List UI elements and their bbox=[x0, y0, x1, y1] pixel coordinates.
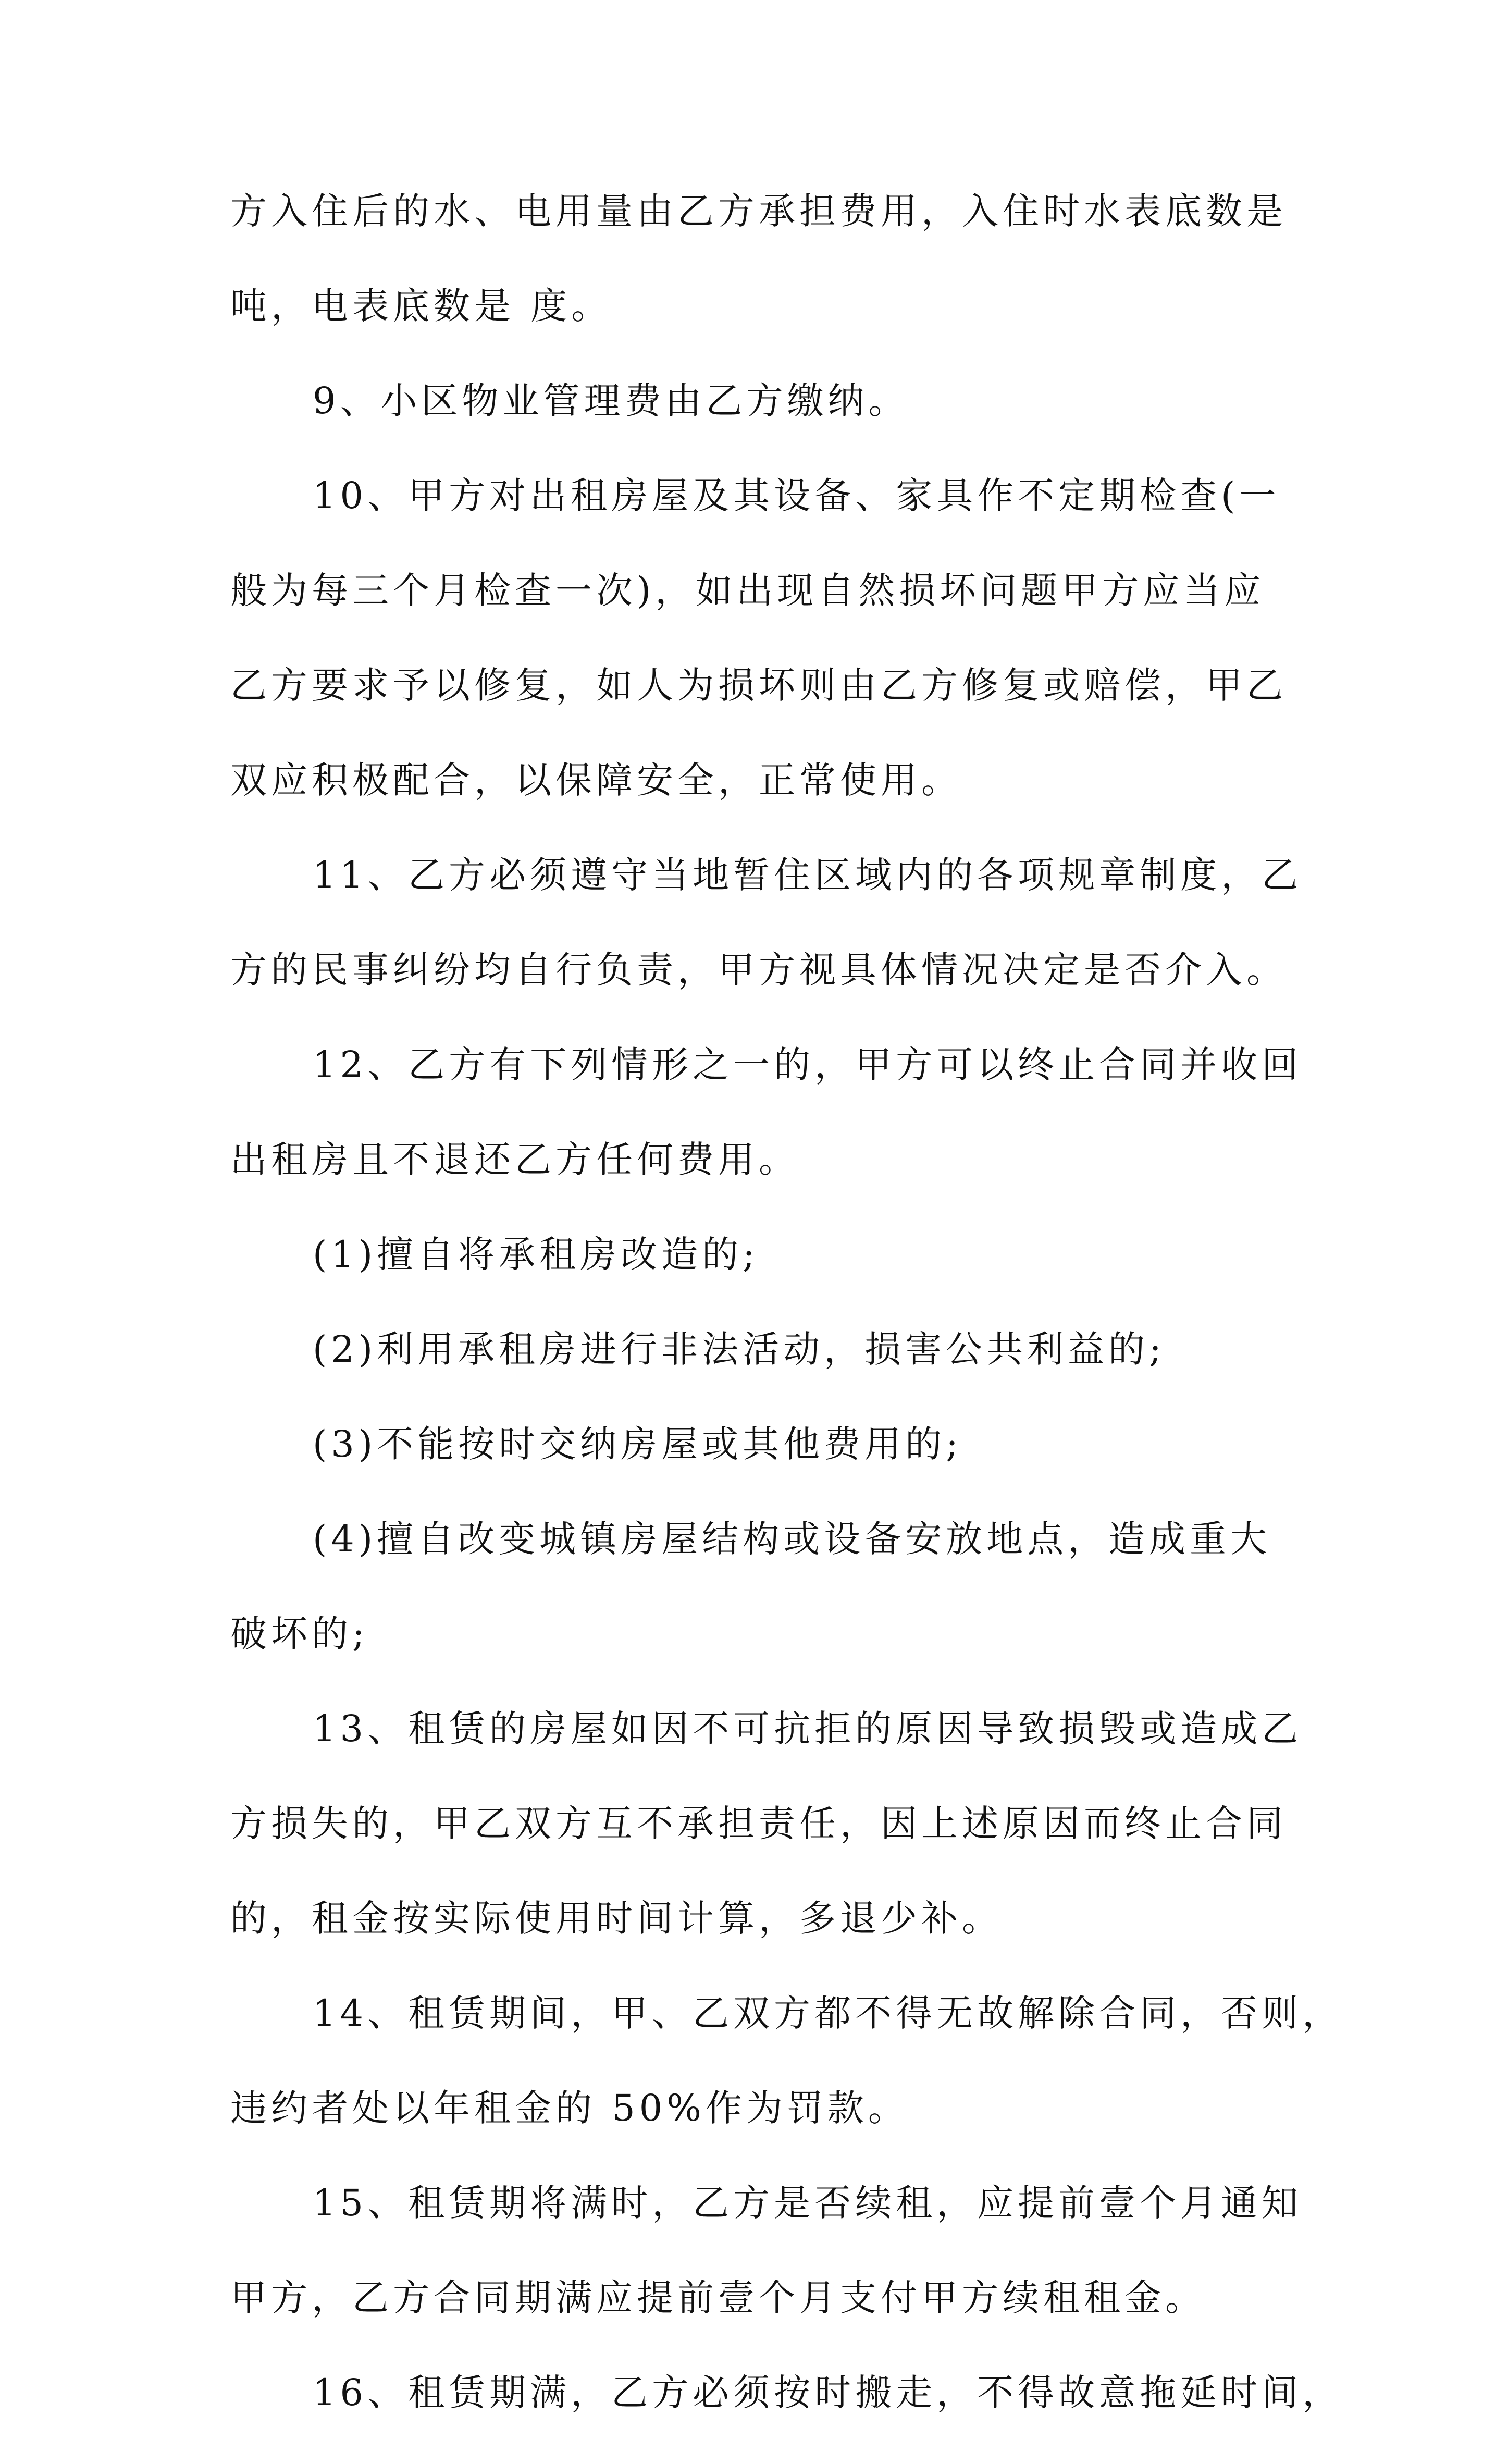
paragraph-12-item-4-line-2: 破坏的; bbox=[230, 1612, 369, 1655]
contract-body bbox=[230, 188, 1343, 2464]
paragraph-10-line-3: 乙方要求予以修复，如人为损坏则由乙方修复或赔偿，甲乙 bbox=[230, 664, 1287, 707]
paragraph-14-line-1: 14、租赁期间，甲、乙双方都不得无故解除合同，否则， bbox=[313, 1992, 1343, 2035]
paragraph-10-line-2: 般为每三个月检查一次)，如出现自然损坏问题甲方应当应 bbox=[230, 569, 1265, 612]
paragraph-16-line-1: 16、租赁期满，乙方必须按时搬走，不得故意拖延时间， bbox=[313, 2371, 1343, 2414]
paragraph-10-line-4: 双应积极配合，以保障安全，正常使用。 bbox=[230, 759, 962, 802]
paragraph-14-line-2: 违约者处以年租金的 50%作为罚款。 bbox=[230, 2087, 909, 2129]
paragraph-12-item-2: (2)利用承租房进行非法活动，损害公共利益的; bbox=[313, 1328, 1166, 1371]
paragraph-12-item-1: (1)擅自将承租房改造的; bbox=[313, 1233, 759, 1276]
paragraph-12-item-3: (3)不能按时交纳房屋或其他费用的; bbox=[313, 1423, 962, 1465]
paragraph-10-line-1: 10、甲方对出租房屋及其设备、家具作不定期检查(一 bbox=[313, 474, 1280, 517]
paragraph-15-line-2: 甲方，乙方合同期满应提前壹个月支付甲方续租租金。 bbox=[230, 2276, 1206, 2319]
paragraph-12-item-4-line-1: (4)擅自改变城镇房屋结构或设备安放地点，造成重大 bbox=[313, 1518, 1271, 1560]
paragraph-13-line-3: 的，租金按实际使用时间计算，多退少补。 bbox=[230, 1897, 1003, 1940]
paragraph-15-line-1: 15、租赁期将满时，乙方是否续租，应提前壹个月通知 bbox=[313, 2182, 1303, 2224]
paragraph-11-line-2: 方的民事纠纷均自行负责，甲方视具体情况决定是否介入。 bbox=[230, 948, 1287, 991]
paragraph-13-line-1: 13、租赁的房屋如因不可抗拒的原因导致损毁或造成乙 bbox=[313, 1707, 1303, 1750]
paragraph-13-line-2: 方损失的，甲乙双方互不承担责任，因上述原因而终止合同 bbox=[230, 1802, 1287, 1845]
paragraph-9-line-1: 9、小区物业管理费由乙方缴纳。 bbox=[313, 379, 909, 422]
paragraph-8-line-1: 方入住后的水、电用量由乙方承担费用，入住时水表底数是 bbox=[230, 190, 1287, 232]
paragraph-12-line-2: 出租房且不退还乙方任何费用。 bbox=[230, 1138, 799, 1181]
paragraph-11-line-1: 11、乙方必须遵守当地暂住区域内的各项规章制度，乙 bbox=[313, 854, 1303, 896]
paragraph-12-line-1: 12、乙方有下列情形之一的，甲方可以终止合同并收回 bbox=[313, 1043, 1303, 1086]
paragraph-8-line-2: 吨，电表底数是 度。 bbox=[230, 285, 612, 327]
